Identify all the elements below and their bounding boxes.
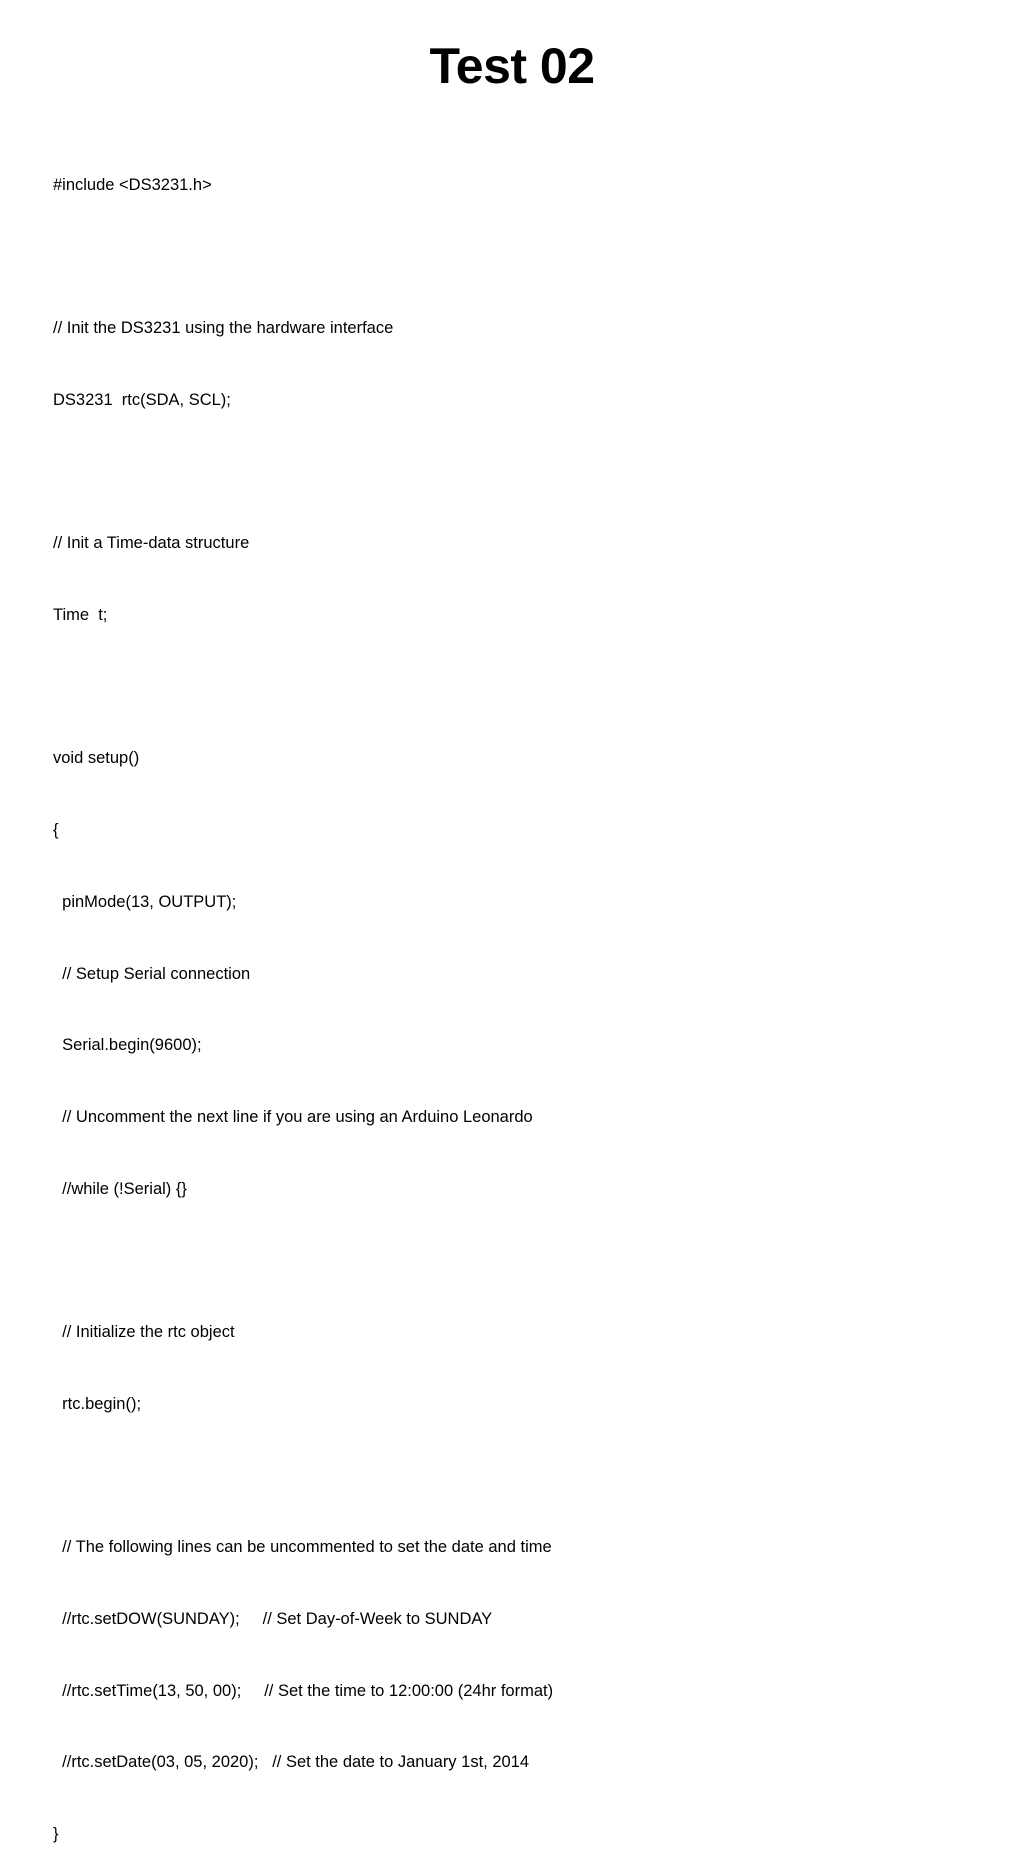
code-line: rtc.begin(); — [53, 1394, 142, 1413]
slide-title: Test 02 — [429, 38, 595, 94]
code-line: } — [53, 1824, 59, 1843]
code-line — [53, 1249, 993, 1273]
code-line: // Initialize the rtc object — [53, 1323, 235, 1342]
code-line — [53, 676, 993, 700]
code-line: //rtc.setTime(13, 50, 00); // Set the time to 12:00:00 (24hr format) — [53, 1681, 554, 1700]
code-line: //rtc.setDate(03, 05, 2020); // Set the date to January 1st, 2014 — [53, 1753, 530, 1772]
code-line: Time t; — [53, 606, 108, 625]
code-line: //rtc.setDOW(SUNDAY); // Set Day-of-Week to SUNDAY — [53, 1609, 493, 1628]
code-line: // Init a Time-data structure — [53, 534, 250, 553]
code-line: Serial.begin(9600); — [53, 1036, 202, 1055]
code-line: DS3231 rtc(SDA, SCL); — [53, 390, 231, 409]
code-line: // Setup Serial connection — [53, 964, 251, 983]
code-line: //while (!Serial) {} — [53, 1179, 187, 1198]
code-line: pinMode(13, OUTPUT); — [53, 892, 237, 911]
code-line: void setup() — [53, 749, 140, 768]
code-line: // Uncomment the next line if you are using an Arduino Leonardo — [53, 1107, 533, 1126]
code-line: // Init the DS3231 using the hardware interface — [53, 319, 394, 338]
code-line: #include <DS3231.h> — [53, 175, 212, 194]
code-line — [53, 1464, 993, 1488]
code-line: { — [53, 821, 59, 840]
code-line — [53, 246, 993, 270]
code-line — [53, 461, 993, 485]
code-line: // The following lines can be uncommented to set the date and time — [53, 1538, 552, 1557]
code-listing — [53, 126, 993, 1871]
